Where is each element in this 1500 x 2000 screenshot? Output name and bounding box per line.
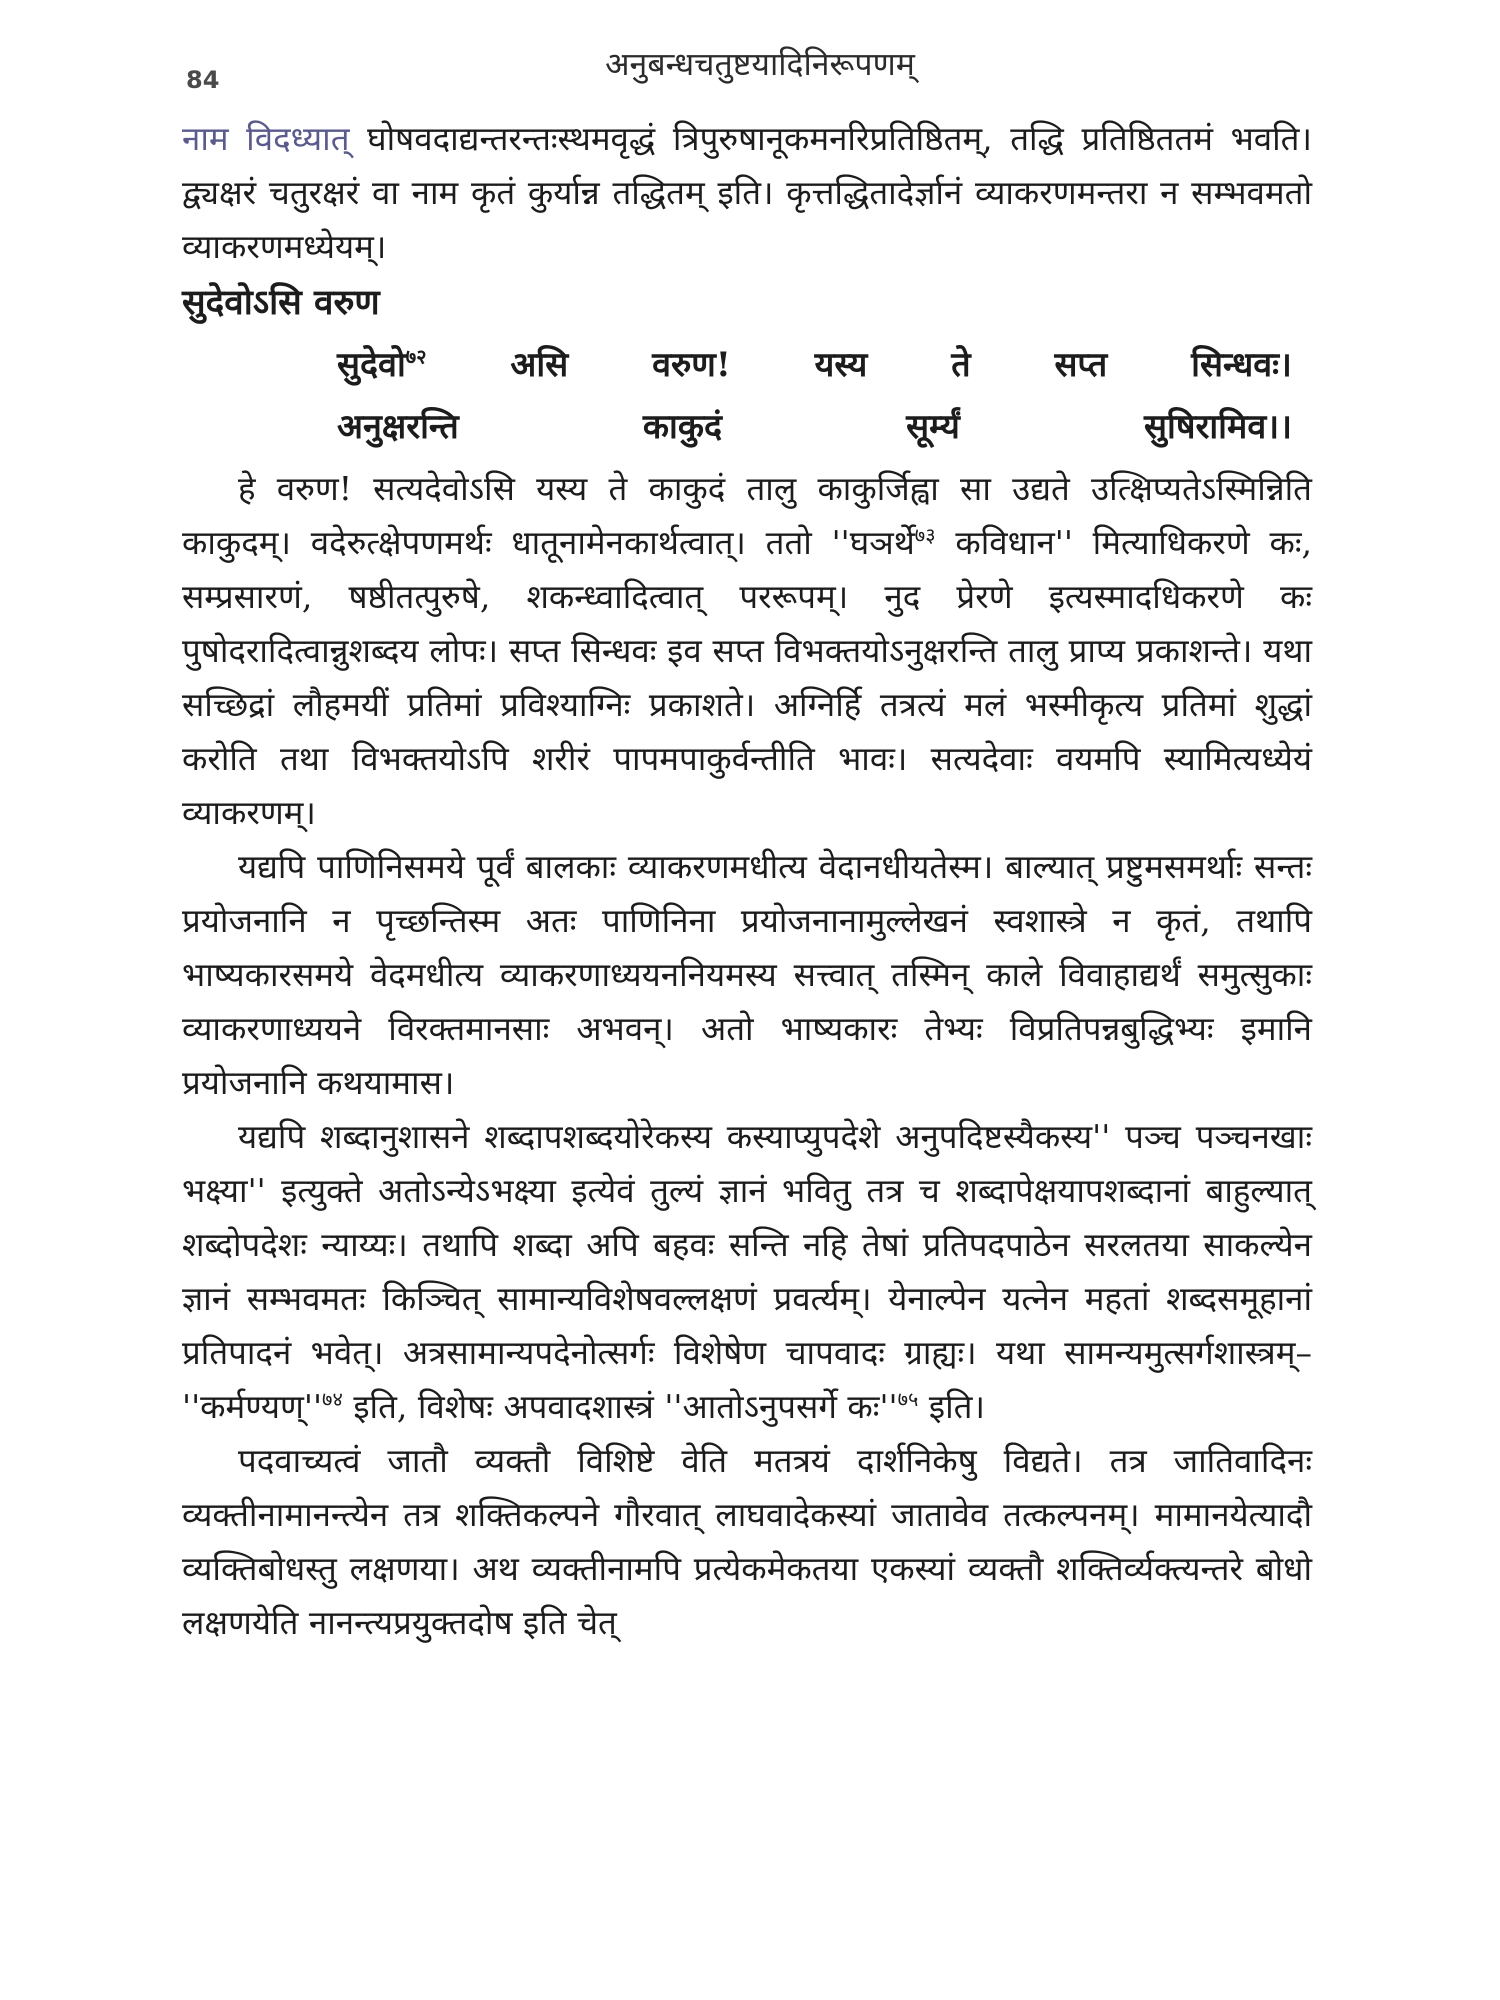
footnote-ref: ७५ — [897, 1387, 919, 1411]
verse-word: अनुक्षरन्ति — [337, 407, 459, 447]
intro-lead: नाम विदध्यात् — [182, 119, 350, 158]
paragraph-4: पदवाच्यत्वं जातौ व्यक्तौ विशिष्टे वेति मतत्रयं दार्शनिकेषु विद्यते। तत्र जातिवादिनः व्यक्तीनामानन्त्येन तत्र शक्तिकल्पने गौरवात् लाघवादेकस्यां जातावेव तत्कल्पनम्। मामानयेत्यादौ व्यक्तिबोधस्तु लक्षणया। अथ व्यक्तीनामपि प्रत्येकमेकतया एकस्यां व्यक्तौ शक्तिर्व्यक्त्यन्तरे बोधो लक्षणयेति नानन्त्यप्रयुक्तदोष इति चेत् — [182, 1441, 1312, 1642]
verse-word: सुषिरामिव।। — [1144, 407, 1292, 447]
verse-word: सुदेवो$^{७२}$ — [337, 344, 427, 385]
running-head: अनुबन्धचतुष्टयादिनिरूपणम् — [605, 45, 915, 83]
body-text — [182, 112, 1312, 1650]
footnote-ref: ७४ — [322, 1387, 343, 1411]
verse-word: सप्त — [1054, 345, 1108, 385]
footnote-ref: ७२ — [405, 344, 427, 369]
section-heading: सुदेवोऽसि वरुण — [182, 282, 380, 323]
verse-word: वरुण! — [652, 345, 731, 385]
verse-block — [182, 334, 1292, 458]
page-number: 84 — [186, 66, 220, 94]
verse-word: असि — [510, 345, 569, 385]
verse-word: सिन्धवः। — [1191, 345, 1292, 385]
intro-paragraph — [182, 112, 1312, 274]
intro-rest: घोषवदाद्यन्तरन्तःस्थमवृद्धं त्रिपुरुषानूकमनरिप्रतिष्ठितम्, तद्धि प्रतिष्ठिततमं भवति। द्व्यक्षरं चतुरक्षरं वा नाम कृतं कुर्यान्न तद्धितम् इति। कृत्तद्धितादेर्ज्ञानं व्याकरणमन्तरा न सम्भवमतो व्याकरणमध्येयम्। — [182, 119, 1312, 266]
verse-word: ते — [951, 345, 971, 385]
verse-word: सूर्म्यं — [906, 407, 960, 447]
verse-word: काकुदं — [642, 407, 723, 447]
verse-line-1 — [337, 334, 1292, 396]
paragraph-3: यद्यपि शब्दानुशासने शब्दापशब्दयोरेकस्य कस्याप्युपदेशे अनुपदिष्टस्यैकस्य'' पञ्च पञ्चनखाः भक्ष्या'' इत्युक्ते अतोऽन्येऽभक्ष्या इत्येवं तुल्यं ज्ञानं भवितु तत्र च शब्दापेक्षयापशब्दानां बाहुल्यात् शब्दोपदेशः न्याय्यः। तथापि शब्दा अपि बहवः सन्ति नहि तेषां प्रतिपदपाठेन सरलतया साकल्येन ज्ञानं सम्भवमतः किञ्चित् सामान्यविशेषवल्लक्षणं प्रवर्त्यम्। येनाल्पेन यत्नेन महतां शब्दसमूहानां प्रतिपादनं भवेत्। अत्रसामान्यपदेनोत्सर्गः विशेषेण चापवादः ग्राह्यः। यथा सामन्यमुत्सर्गशास्त्रम्– ''$कर्मण्यण्''^{७४}$ इति, विशेषः अपवादशास्त्रं ''आतोऽनुपसर्गे $कः''^{७५}$ इति। — [182, 1117, 1312, 1426]
paragraph-1: हे वरुण! सत्यदेवोऽसि यस्य ते काकुदं तालु काकुर्जिह्वा सा उद्यते उत्क्षिप्यतेऽस्मिन्निति काकुदम्। वदेरुत्क्षेपणमर्थः धातूनामेनकार्थत्वात्। ततो ''घञर्थे$^{७३}$ कविधान'' मित्याधिकरणे कः, सम्प्रसारणं, षष्ठीतत्पुरुषे, शकन्ध्वादित्वात् पररूपम्। नुद प्रेरणे इत्यस्मादधिकरणे कः पुषोदरादित्वान्नुशब्दय लोपः। सप्त सिन्धवः इव सप्त विभक्तयोऽनुक्षरन्ति तालु प्राप्य प्रकाशन्ते। यथा सच्छिद्रां लौहमयीं प्रतिमां प्रविश्याग्निः प्रकाशते। अग्निर्हि तत्रत्यं मलं भस्मीकृत्य प्रतिमां शुद्धां करोति तथा विभक्तयोऽपि शरीरं पापमपाकुर्वन्तीति भावः। सत्यदेवाः वयमपि स्यामित्यध्येयं व्याकरणम्। — [182, 469, 1313, 832]
footnote-ref: ७३ — [914, 523, 936, 547]
verse-word: यस्य — [814, 345, 868, 385]
paragraph-2: यद्यपि पाणिनिसमये पूर्वं बालकाः व्याकरणमधीत्य वेदानधीयतेस्म। बाल्यात् प्रष्टुमसमर्थाः सन्तः प्रयोजनानि न पृच्छन्तिस्म अतः पाणिनिना प्रयोजनानामुल्लेखनं स्वशास्त्रे न कृतं, तथापि भाष्यकारसमये वेदमधीत्य व्याकरणाध्ययननियमस्य सत्त्वात् तस्मिन् काले विवाहाद्यर्थं समुत्सुकाः व्याकरणाध्ययने विरक्तमानसाः अभवन्। अतो भाष्यकारः तेभ्यः विप्रतिपन्नबुद्धिभ्यः इमानि प्रयोजनानि कथयामास। — [182, 847, 1312, 1102]
verse-line-2 — [337, 396, 1292, 458]
